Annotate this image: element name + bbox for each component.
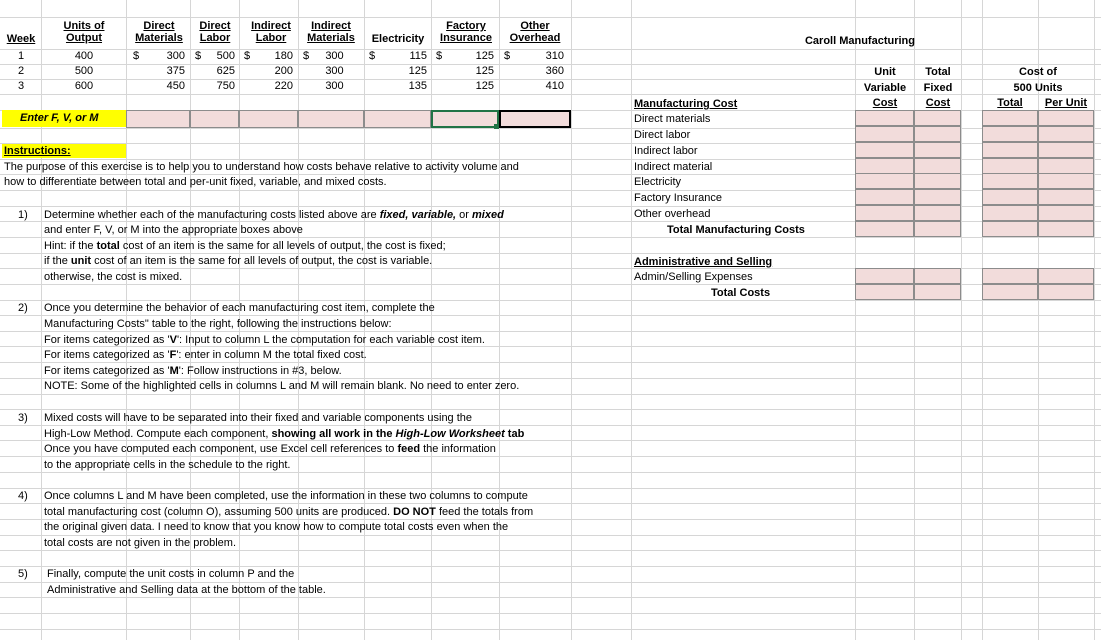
mfg-500-per-unit-cell[interactable] <box>1038 126 1094 142</box>
grid-row-line <box>0 378 1101 379</box>
mfg-item-label: Electricity <box>634 176 682 188</box>
mfg-variable-cell[interactable] <box>855 110 914 126</box>
header-direct-materials <box>128 20 190 44</box>
grid-row-line <box>0 331 1101 332</box>
step-4-line-3: the original given data. I need to know that you know how to compute total costs even when the <box>44 521 509 533</box>
mfg-500-total-cell[interactable] <box>982 110 1038 126</box>
total-mfg-fixed-cell[interactable] <box>914 221 961 237</box>
header-il-l2: Labor <box>255 32 287 44</box>
grid-row-line <box>0 519 1101 520</box>
cell-week: 1 <box>17 50 25 62</box>
mfg-variable-cell[interactable] <box>855 158 914 174</box>
grid-col-line <box>431 0 432 640</box>
col-unit-variable-cost <box>855 66 915 109</box>
s1-l3b: total <box>96 240 120 252</box>
header-oo-l1: Other <box>520 20 550 32</box>
grid-row-line <box>0 535 1101 536</box>
step-4-line-4: total costs are not given in the problem. <box>44 537 236 549</box>
cell-dm-sym: $ <box>133 50 140 62</box>
mfg-variable-cell[interactable] <box>855 189 914 205</box>
s1-l1d: mixed <box>472 209 504 221</box>
total-costs-variable-cell[interactable] <box>855 284 914 300</box>
s2-l5b: M <box>169 365 179 377</box>
step-2-line-6: NOTE: Some of the highlighted cells in columns L and M will remain blank. No need to enter zero. <box>44 380 520 392</box>
s1-l4b: unit <box>70 255 92 267</box>
step-1-line-5: otherwise, the cost is mixed. <box>44 271 183 283</box>
enter-label: Enter F, V, or M <box>20 112 99 124</box>
cell-elec: 115 <box>409 50 427 62</box>
cell-dm: 450 <box>166 80 185 92</box>
header-dm-l2: Materials <box>135 32 183 44</box>
grid-col-line <box>631 0 632 640</box>
header-fi-l1: Factory <box>446 20 486 32</box>
grid-row-line <box>0 582 1101 583</box>
header-dl-l1: Direct <box>199 20 231 32</box>
header-fi-l2: Insurance <box>440 32 492 44</box>
grid-row-line <box>0 300 1101 301</box>
mfg-variable-cell[interactable] <box>855 126 914 142</box>
mfg-item-label: Direct materials <box>634 113 711 125</box>
s2-l4a: For items categorized as ' <box>44 349 170 361</box>
mfg-500-per-unit-cell[interactable] <box>1038 173 1094 189</box>
grid-row-line <box>0 394 1101 395</box>
grid-row-line <box>0 456 1101 457</box>
admin-500-per-unit-cell[interactable] <box>1038 268 1094 284</box>
mfg-fixed-cell[interactable] <box>914 173 961 189</box>
cell-fi: 125 <box>475 50 494 62</box>
total-mfg-500-total-cell[interactable] <box>982 221 1038 237</box>
cell-elec: 125 <box>408 65 427 77</box>
grid-col-line <box>499 0 500 640</box>
grid-col-line <box>1094 0 1095 640</box>
grid-col-line <box>571 0 572 640</box>
grid-row-line <box>0 613 1101 614</box>
col-500-per-unit: Per Unit <box>1044 97 1088 109</box>
mfg-variable-cell[interactable] <box>855 173 914 189</box>
cell-oo: 360 <box>545 65 564 77</box>
mfg-500-total-cell[interactable] <box>982 173 1038 189</box>
grid-row-line <box>0 440 1101 441</box>
cell-week: 2 <box>17 65 25 77</box>
header-im-l1: Indirect <box>311 20 351 32</box>
mfg-500-per-unit-cell[interactable] <box>1038 142 1094 158</box>
step-3-line-2 <box>44 428 524 440</box>
cell-fi-sym: $ <box>436 50 443 62</box>
cell-oo: 310 <box>545 50 564 62</box>
input-direct-labor-behavior[interactable] <box>190 110 239 128</box>
mfg-500-total-cell[interactable] <box>982 189 1038 205</box>
header-units-l2: Output <box>65 32 103 44</box>
s3-l3a: Once you have computed each component, use Excel cell references to <box>44 443 398 455</box>
cell-elec: 135 <box>408 80 427 92</box>
s2-l3b: V <box>169 334 177 346</box>
cell-dl: 625 <box>216 65 235 77</box>
header-other-overhead <box>500 20 570 44</box>
grid-row-line <box>0 346 1101 347</box>
input-electricity-behavior[interactable] <box>364 110 431 128</box>
step-2-number: 2) <box>18 302 28 314</box>
col-unit-l2: Variable <box>863 82 907 94</box>
input-indirect-labor-behavior[interactable] <box>239 110 298 128</box>
s1-l1c: or <box>456 209 473 221</box>
input-other-overhead-behavior[interactable] <box>499 110 571 128</box>
header-week <box>2 33 40 45</box>
cell-units: 500 <box>74 65 94 77</box>
s2-l3a: For items categorized as ' <box>44 334 170 346</box>
grid-row-line <box>0 409 1101 410</box>
mfg-500-total-cell[interactable] <box>982 126 1038 142</box>
mfg-500-total-cell[interactable] <box>982 158 1038 174</box>
s2-l5c: ': Follow instructions in #3, below. <box>178 365 342 377</box>
s3-l2a: High-Low Method. Compute each component, <box>44 428 272 440</box>
cell-im: 300 <box>325 80 344 92</box>
col-unit-l3: Cost <box>872 97 898 109</box>
instructions-title: Instructions: <box>4 145 71 157</box>
instructions-intro-2: how to differentiate between total and per-unit fixed, variable, and mixed costs. <box>4 176 387 188</box>
s2-l4c: ': enter in column M the total fixed cost. <box>176 349 367 361</box>
s1-l3c: cost of an item is the same for all levels of output, the cost is fixed; <box>119 240 446 252</box>
step-1-line-1 <box>44 209 504 221</box>
mfg-item-label: Indirect labor <box>634 145 698 157</box>
mfg-item-label: Factory Insurance <box>634 192 723 204</box>
grid-row-line <box>0 550 1101 551</box>
mfg-fixed-cell[interactable] <box>914 205 961 221</box>
total-costs-500-per-unit-cell[interactable] <box>1038 284 1094 300</box>
grid-row-line <box>0 315 1101 316</box>
s2-l3c: ': Input to column L the computation for each variable cost item. <box>176 334 485 346</box>
cell-week: 3 <box>17 80 25 92</box>
cell-dl: 750 <box>216 80 235 92</box>
grid-col-line <box>1038 0 1039 640</box>
header-units-l1: Units of <box>63 20 105 32</box>
mfg-500-per-unit-cell[interactable] <box>1038 189 1094 205</box>
admin-selling-expenses-label: Admin/Selling Expenses <box>634 271 753 283</box>
cell-elec-sym: $ <box>369 50 376 62</box>
cell-dm: 375 <box>166 65 185 77</box>
header-il-l1: Indirect <box>251 20 291 32</box>
s3-l2c: High-Low Worksheet <box>395 428 505 440</box>
s1-l3a: Hint: if the <box>44 240 97 252</box>
step-1-line-2: and enter F, V, or M into the appropriate boxes above <box>44 224 303 236</box>
grid-row-line <box>0 425 1101 426</box>
grid-row-line <box>0 629 1101 630</box>
grid-row-line <box>0 253 1101 254</box>
s3-l3c: the information <box>420 443 496 455</box>
cell-im-sym: $ <box>303 50 310 62</box>
step-2-line-2: Manufacturing Costs" table to the right, following the instructions below: <box>44 318 392 330</box>
mfg-fixed-cell[interactable] <box>914 158 961 174</box>
header-week-label: Week <box>6 33 36 45</box>
header-indirect-materials <box>298 20 364 44</box>
mfg-500-total-cell[interactable] <box>982 205 1038 221</box>
step-3-line-1: Mixed costs will have to be separated into their fixed and variable components using the <box>44 412 473 424</box>
header-units <box>55 20 113 44</box>
header-im-l2: Materials <box>307 32 355 44</box>
manufacturing-cost-heading: Manufacturing Cost <box>634 98 738 110</box>
col-500-l1: Cost of <box>1019 66 1057 78</box>
step-5-line-2: Administrative and Selling data at the bottom of the table. <box>47 584 326 596</box>
cell-il: 180 <box>274 50 293 62</box>
header-dl-l2: Labor <box>199 32 231 44</box>
s3-l3b: feed <box>397 443 421 455</box>
admin-500-total-cell[interactable] <box>982 268 1038 284</box>
step-3-line-4: to the appropriate cells in the schedule to the right. <box>44 459 291 471</box>
company-title: Caroll Manufacturing <box>804 35 915 47</box>
grid-row-line <box>0 503 1101 504</box>
mfg-500-total-cell[interactable] <box>982 142 1038 158</box>
s1-l4a: if the <box>44 255 71 267</box>
s3-l2d: tab <box>504 428 525 440</box>
total-mfg-variable-cell[interactable] <box>855 221 914 237</box>
input-indirect-materials-behavior[interactable] <box>298 110 364 128</box>
grid-row-line <box>0 488 1101 489</box>
grid-row-line <box>0 237 1101 238</box>
cell-il: 220 <box>274 80 293 92</box>
s4-l2a: total manufacturing cost (column O), assuming 500 units are produced. <box>44 506 394 518</box>
mfg-item-label: Other overhead <box>634 208 711 220</box>
header-indirect-labor <box>240 20 302 44</box>
total-mfg-500-per-unit-cell[interactable] <box>1038 221 1094 237</box>
col-500-l2: 500 Units <box>1013 82 1063 94</box>
cell-il: 200 <box>274 65 293 77</box>
grid-row-line <box>0 597 1101 598</box>
s1-l1a: Determine whether each of the manufacturing costs listed above are <box>44 209 380 221</box>
cell-fi: 125 <box>475 80 494 92</box>
cell-il-sym: $ <box>244 50 251 62</box>
col-total-l1: Total <box>925 66 951 78</box>
cell-oo-sym: $ <box>504 50 511 62</box>
admin-selling-heading: Administrative and Selling <box>634 256 773 268</box>
total-costs-label: Total Costs <box>711 287 771 299</box>
mfg-500-per-unit-cell[interactable] <box>1038 205 1094 221</box>
step-1-line-4 <box>44 255 432 267</box>
mfg-item-label: Direct labor <box>634 129 691 141</box>
cell-oo: 410 <box>545 80 564 92</box>
grid-row-line <box>0 362 1101 363</box>
s4-l2b: DO NOT <box>393 506 436 518</box>
total-costs-500-total-cell[interactable] <box>982 284 1038 300</box>
mfg-fixed-cell[interactable] <box>914 110 961 126</box>
total-manufacturing-costs-label: Total Manufacturing Costs <box>667 224 805 236</box>
header-elec-label: Electricity <box>371 33 425 45</box>
s1-l1b: fixed, variable, <box>379 209 457 221</box>
header-factory-insurance <box>432 20 500 44</box>
step-4-line-2 <box>44 506 533 518</box>
cell-dl: 500 <box>216 50 235 62</box>
cell-dm: 300 <box>166 50 185 62</box>
step-2-line-3 <box>44 334 485 346</box>
step-4-number: 4) <box>18 490 28 502</box>
cell-units: 600 <box>74 80 94 92</box>
step-4-line-1: Once columns L and M have been completed, use the information in these two columns to compute <box>44 490 528 502</box>
col-total-l2: Fixed <box>923 82 953 94</box>
s4-l2c: feed the totals from <box>435 506 534 518</box>
col-total-l3: Cost <box>925 97 951 109</box>
step-5-line-1: Finally, compute the unit costs in column P and the <box>47 568 295 580</box>
mfg-fixed-cell[interactable] <box>914 142 961 158</box>
mfg-fixed-cell[interactable] <box>914 126 961 142</box>
mfg-500-per-unit-cell[interactable] <box>1038 158 1094 174</box>
grid-col-line <box>982 0 983 640</box>
mfg-500-per-unit-cell[interactable] <box>1038 110 1094 126</box>
instructions-intro-1: The purpose of this exercise is to help you to understand how costs behave relative to activity volume and <box>4 161 519 173</box>
s1-l4c: cost of an item is the same for all levels of output, the cost is variable. <box>91 255 433 267</box>
cell-units: 400 <box>74 50 94 62</box>
step-2-line-5 <box>44 365 342 377</box>
col-500-total: Total <box>997 97 1023 109</box>
s2-l4b: F <box>169 349 177 361</box>
step-1-number: 1) <box>18 209 28 221</box>
s3-l2b: showing all work in the <box>271 428 396 440</box>
mfg-variable-cell[interactable] <box>855 142 914 158</box>
col-cost-of-500-units <box>982 66 1094 94</box>
input-direct-materials-behavior[interactable] <box>126 110 190 128</box>
cell-dl-sym: $ <box>195 50 202 62</box>
mfg-item-label: Indirect material <box>634 161 713 173</box>
step-3-number: 3) <box>18 412 28 424</box>
header-oo-l2: Overhead <box>509 32 561 44</box>
step-2-line-1: Once you determine the behavior of each manufacturing cost item, complete the <box>44 302 435 314</box>
grid-row-line <box>0 472 1101 473</box>
step-5-number: 5) <box>18 568 28 580</box>
step-1-line-3 <box>44 240 446 252</box>
step-3-line-3 <box>44 443 496 455</box>
total-costs-fixed-cell[interactable] <box>914 284 961 300</box>
admin-fixed-cell[interactable] <box>914 268 961 284</box>
col-unit-l1: Unit <box>874 66 896 78</box>
header-electricity <box>364 33 432 45</box>
cell-fi: 125 <box>475 65 494 77</box>
header-direct-labor <box>191 20 239 44</box>
input-factory-insurance-behavior[interactable] <box>431 110 499 128</box>
cell-im: 300 <box>325 65 344 77</box>
grid-col-line <box>41 0 42 640</box>
step-2-line-4 <box>44 349 367 361</box>
admin-variable-cell[interactable] <box>855 268 914 284</box>
col-total-fixed-cost <box>914 66 962 109</box>
cell-im: 300 <box>325 50 344 62</box>
mfg-fixed-cell[interactable] <box>914 189 961 205</box>
grid-row-line <box>0 566 1101 567</box>
s2-l5a: For items categorized as ' <box>44 365 170 377</box>
header-dm-l1: Direct <box>143 20 175 32</box>
grid-row-line <box>0 17 1101 18</box>
mfg-variable-cell[interactable] <box>855 205 914 221</box>
